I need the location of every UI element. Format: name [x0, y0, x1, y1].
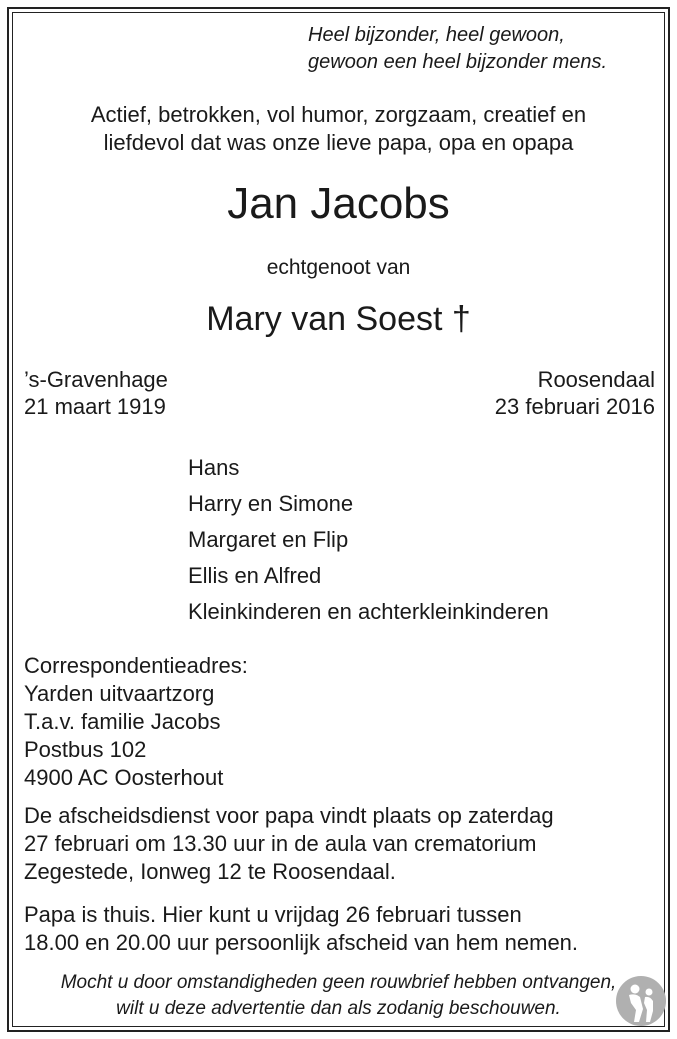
- visit-line: Papa is thuis. Hier kunt u vrijdag 26 februari tussen: [24, 902, 522, 927]
- notice-line: wilt u deze advertentie dan als zodanig beschouwen.: [116, 998, 561, 1019]
- death-date: 23 februari 2016: [494, 394, 655, 419]
- service-line: Zegestede, Ionweg 12 te Roosendaal.: [24, 859, 396, 884]
- family-member: Margaret en Flip: [188, 527, 349, 552]
- deceased-name: Jan Jacobs: [227, 179, 450, 228]
- birth-info: [24, 366, 168, 420]
- correspondence-address: [24, 652, 248, 792]
- birth-date: 21 maart 1919: [24, 394, 166, 419]
- address-line: 4900 AC Oosterhout: [24, 765, 224, 790]
- intro-text: [0, 101, 677, 157]
- family-member: Harry en Simone: [188, 491, 354, 516]
- address-line: T.a.v. familie Jacobs: [24, 709, 221, 734]
- spouse-label: echtgenoot van: [266, 256, 411, 279]
- notice-text: [0, 970, 677, 1022]
- notice-line: Mocht u door omstandigheden geen rouwbrief hebben ontvangen,: [60, 972, 617, 993]
- birth-place: ’s-Gravenhage: [24, 367, 168, 392]
- address-line: Correspondentieadres:: [24, 653, 248, 678]
- visit-line: 18.00 en 20.00 uur persoonlijk afscheid van hem nemen.: [24, 930, 579, 955]
- motto: [308, 22, 607, 76]
- family-member: Hans: [188, 455, 240, 480]
- death-info: [495, 366, 655, 420]
- family-member: Kleinkinderen en achterkleinkinderen: [188, 599, 549, 624]
- spouse-name: Mary van Soest †: [206, 300, 471, 338]
- service-line: De afscheidsdienst voor papa vindt plaats op zaterdag: [24, 803, 554, 828]
- address-line: Postbus 102: [24, 737, 147, 762]
- visit-paragraph: [24, 901, 578, 957]
- motto-line: gewoon een heel bijzonder mens.: [308, 51, 608, 73]
- mourning-figure-logo-icon: [615, 975, 667, 1027]
- intro-line: Actief, betrokken, vol humor, zorgzaam, creatief en: [90, 102, 587, 127]
- death-place: Roosendaal: [537, 367, 655, 392]
- intro-line: liefdevol dat was onze lieve papa, opa en opapa: [103, 130, 574, 155]
- motto-line: Heel bijzonder, heel gewoon,: [308, 24, 565, 46]
- address-line: Yarden uitvaartzorg: [24, 681, 215, 706]
- family-list: [188, 450, 549, 630]
- service-line: 27 februari om 13.30 uur in de aula van crematorium: [24, 831, 537, 856]
- service-paragraph: [24, 802, 554, 886]
- family-member: Ellis en Alfred: [188, 563, 322, 588]
